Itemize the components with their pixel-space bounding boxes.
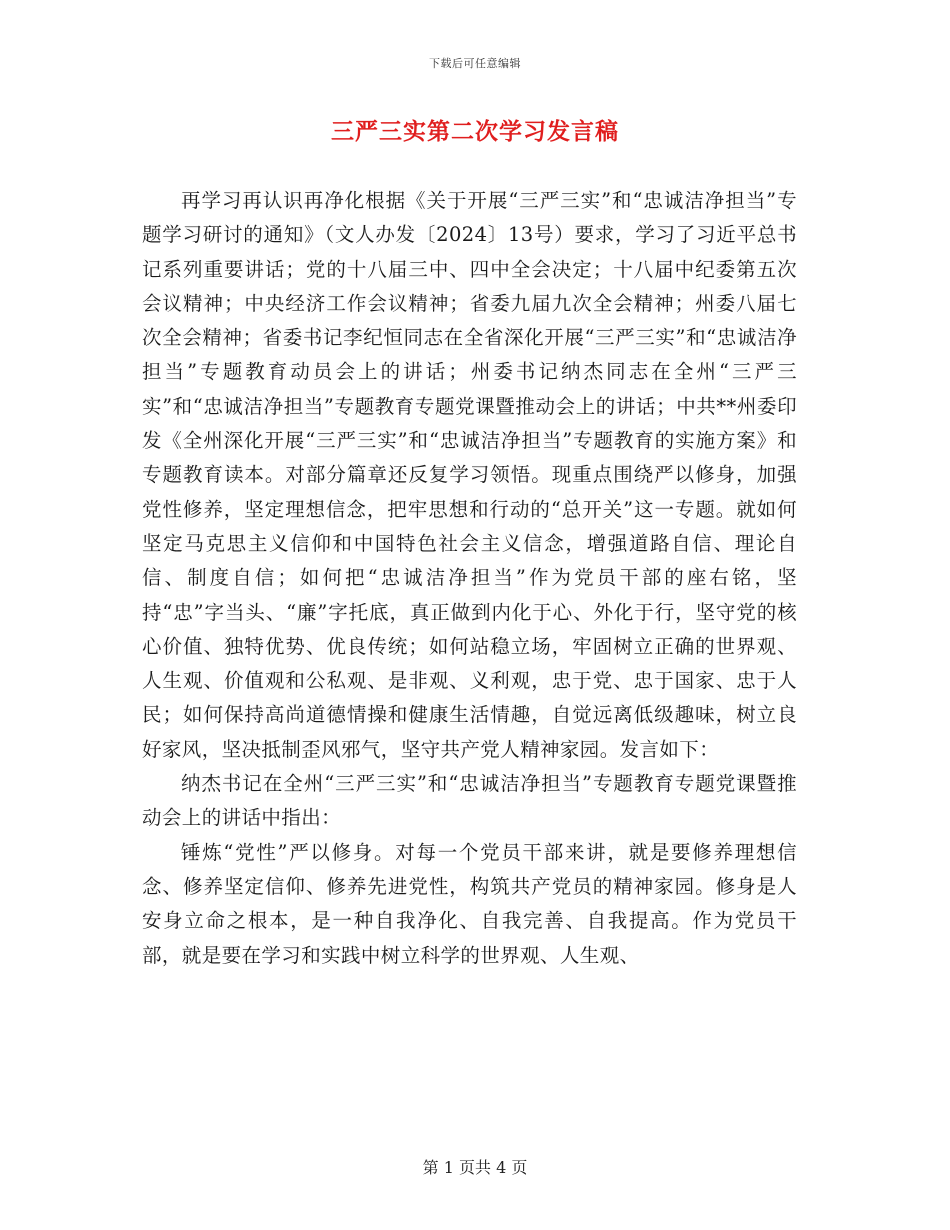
paragraph-3: 锤炼“党性”严以修身。对每一个党员干部来讲，就是要修养理想信念、修养坚定信仰、修养先进党性，构筑共产党员的精神家园。修身是人安身立命之根本，是一种自我净化、自我完善、自我提高。作为党员干部，就是要在学习和实践中树立科学的世界观、人生观、: [142, 840, 797, 967]
paragraph-1: 再学习再认识再净化根据《关于开展“三严三实”和“忠诚洁净担当”专题学习研讨的通知》（文人办发〔2024〕13号）要求，学习了习近平总书记系列重要讲话；党的十八届三中、四中全会决定；十八届中纪委第五次会议精神；中央经济工作会议精神；省委九届九次全会精神；州委八届七次全会精神；省委书记李纪恒同志在全省深化开展“三严三实”和“忠诚洁净担当”专题教育动员会上的讲话；州委书记纳杰同志在全州“三严三实”和“忠诚洁净担当”专题教育专题党课暨推动会上的讲话；中共**州委印发《全州深化开展“三严三实”和“忠诚洁净担当”专题教育的实施方案》和专题教育读本。对部分篇章还反复学习领悟。现重点围绕严以修身，加强党性修养，坚定理想信念，把牢思想和行动的“总开关”这一专题。就如何坚定马克思主义信仰和中国特色社会主义信念，增强道路自信、理论自信、制度自信；如何把“忠诚洁净担当”作为党员干部的座右铭，坚持“忠”字当头、“廉”字托底，真正做到内化于心、外化于行，坚守党的核心价值、独特优势、优良传统；如何站稳立场，牢固树立正确的世界观、人生观、价值观和公私观、是非观、义利观，忠于党、忠于国家、忠于人民；如何保持高尚道德情操和健康生活情趣，自觉远离低级趣味，树立良好家风，坚决抵制歪风邪气，坚守共产党人精神家园。发言如下：: [142, 189, 797, 761]
header-note: 下载后可任意编辑: [429, 57, 521, 70]
paragraph-2: 纳杰书记在全州“三严三实”和“忠诚洁净担当”专题教育专题党课暨推动会上的讲话中指出：: [142, 772, 797, 830]
document-title: 三严三实第二次学习发言稿: [331, 118, 619, 145]
page-number: 第 1 页共 4 页: [422, 1158, 528, 1177]
document-body: [142, 184, 797, 973]
